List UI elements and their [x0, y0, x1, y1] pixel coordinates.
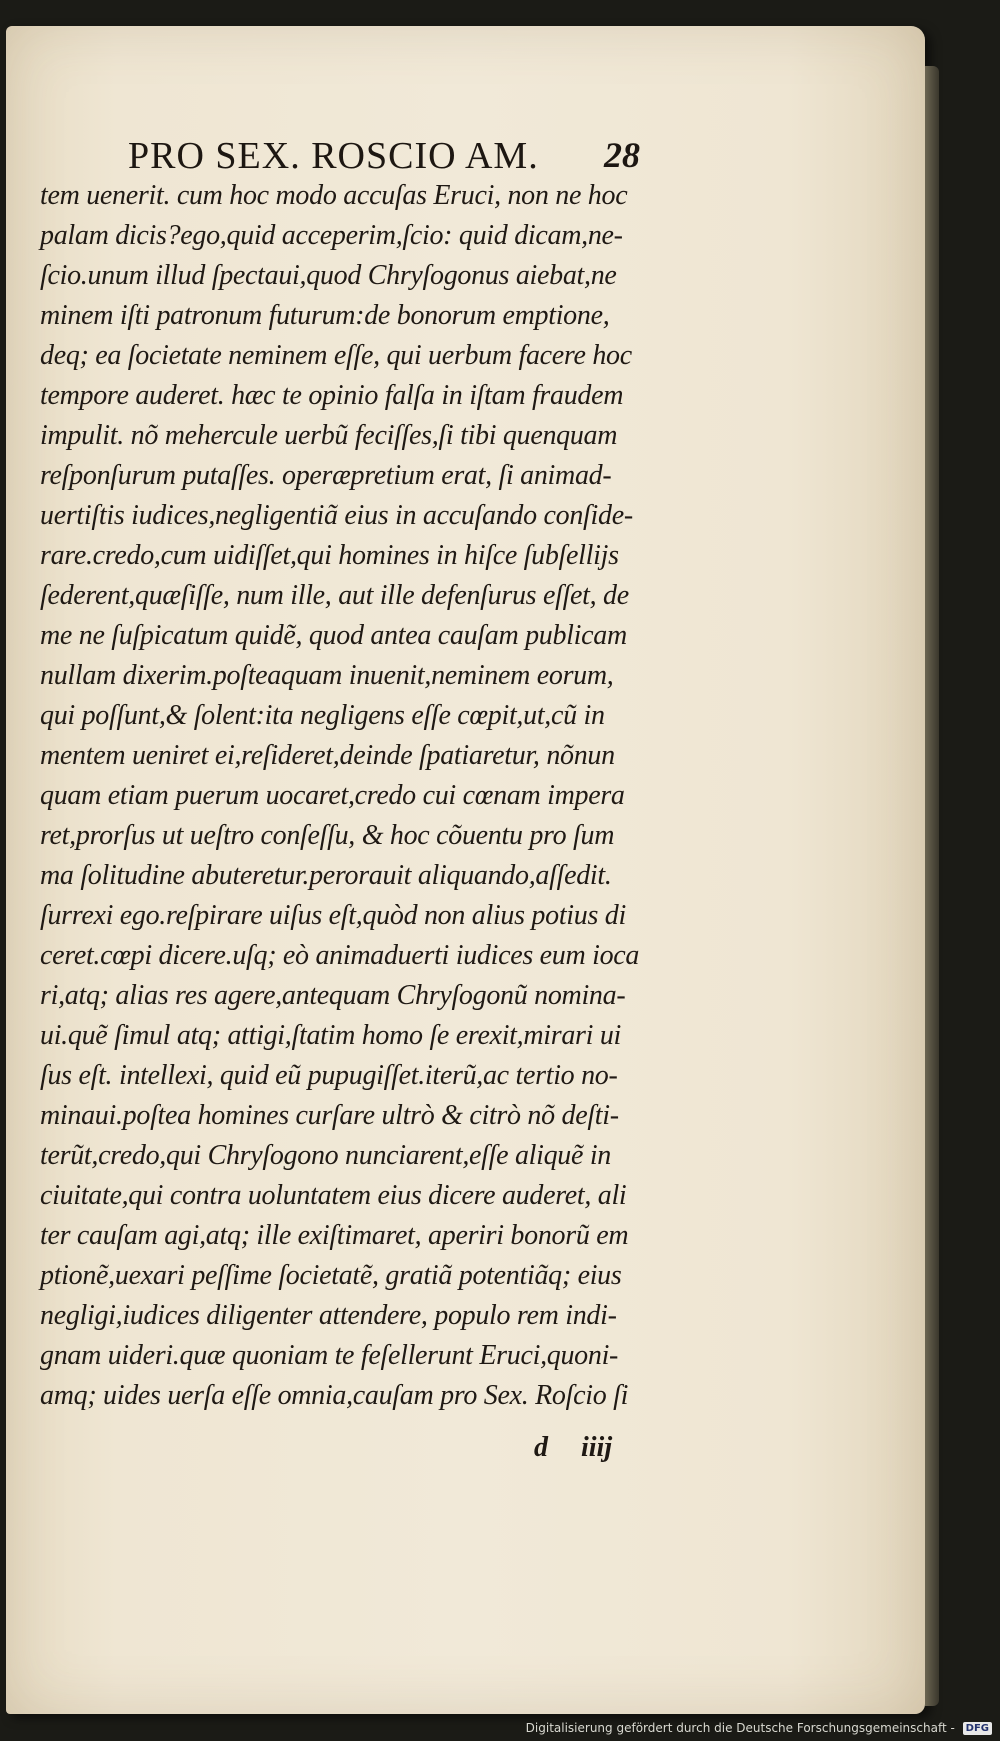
text-line: uertiſtis iudices,negligentiã eius in accuſando conſide- [40, 500, 633, 531]
text-line: negligi,iudices diligenter attendere, populo rem indi- [40, 1300, 617, 1331]
text-line: ter cauſam agi,atq; ille exiſtimaret, aperiri bonorũ em [40, 1220, 629, 1251]
text-line: ceret.cœpi dicere.uſq; eò animaduerti iudices eum ioca [40, 940, 640, 971]
body-text [40, 176, 700, 1416]
page-number: 28 [604, 135, 640, 175]
text-line: minem iſti patronum futurum:de bonorum emptione, [40, 300, 610, 331]
text-line: ſederent,quæſiſſe, num ille, aut ille defenſurus eſſet, de [40, 580, 629, 611]
text-line: rare.credo,cum uidiſſet,qui homines in hiſce ſubſellijs [40, 540, 619, 571]
text-line: mentem ueniret ei,reſideret,deinde ſpatiaretur, nõnun [40, 740, 615, 771]
text-line: ſcio.unum illud ſpectaui,quod Chryſogonus aiebat,ne [40, 260, 617, 291]
text-line: ſus eſt. intellexi, quid eũ pupugiſſet.iterũ,ac tertio no- [40, 1060, 618, 1091]
text-line: ui.quẽ ſimul atq; attigi,ſtatim homo ſe erexit,mirari ui [40, 1020, 622, 1051]
text-line: amq; uides uerſa eſſe omnia,cauſam pro Sex. Roſcio ſi [40, 1380, 629, 1411]
text-line: ſurrexi ego.reſpirare uiſus eſt,quòd non alius potius di [40, 900, 626, 931]
signature-mark: d iiij [534, 1432, 613, 1463]
text-line: ciuitate,qui contra uoluntatem eius dicere auderet, ali [40, 1180, 627, 1211]
running-title: PRO SEX. ROSCIO AM. [128, 135, 539, 177]
text-line: impulit. nõ mehercule uerbũ feciſſes,ſi tibi quenquam [40, 420, 618, 451]
page-edge [925, 66, 939, 1706]
text-line: tempore auderet. hæc te opinio falſa in iſtam fraudem [40, 380, 624, 411]
digitization-credit [526, 1721, 992, 1735]
text-line: gnam uideri.quæ quoniam te feſellerunt Eruci,quoni- [40, 1340, 619, 1371]
text-line: reſponſurum putaſſes. operæpretium erat, ſi animad- [40, 460, 612, 491]
text-line: ma ſolitudine abuteretur.perorauit aliquando,aſſedit. [40, 860, 612, 891]
text-line: deq; ea ſocietate neminem eſſe, qui uerbum facere hoc [40, 340, 632, 371]
text-line: terũt,credo,qui Chryſogono nunciarent,eſſe aliquẽ in [40, 1140, 612, 1171]
dfg-logo: DFG [963, 1722, 992, 1735]
text-line: minaui.poſtea homines curſare ultrò & citrò nõ deſti- [40, 1100, 619, 1131]
text-line: qui poſſunt,& ſolent:ita negligens eſſe cœpit,ut,cũ in [40, 700, 605, 731]
text-line: quam etiam puerum uocaret,credo cui cœnam impera [40, 780, 625, 811]
credit-text: Digitalisierung gefördert durch die Deutsche Forschungsgemeinschaft - [525, 1721, 955, 1735]
text-line: tem uenerit. cum hoc modo accuſas Eruci, non ne hoc [40, 180, 628, 211]
text-line: ptionẽ,uexari peſſime ſocietatẽ, gratiã potentiãq; eius [40, 1260, 622, 1291]
text-line: ret,prorſus ut ueſtro conſeſſu, & hoc cõuentu pro ſum [40, 820, 615, 851]
text-line: palam dicis?ego,quid acceperim,ſcio: quid dicam,ne- [40, 220, 623, 251]
text-line: me ne ſuſpicatum quidẽ, quod antea cauſam publicam [40, 620, 627, 651]
text-line: ri,atq; alias res agere,antequam Chryſogonũ nomina- [40, 980, 626, 1011]
text-line: nullam dixerim.poſteaquam inuenit,neminem eorum, [40, 660, 614, 691]
